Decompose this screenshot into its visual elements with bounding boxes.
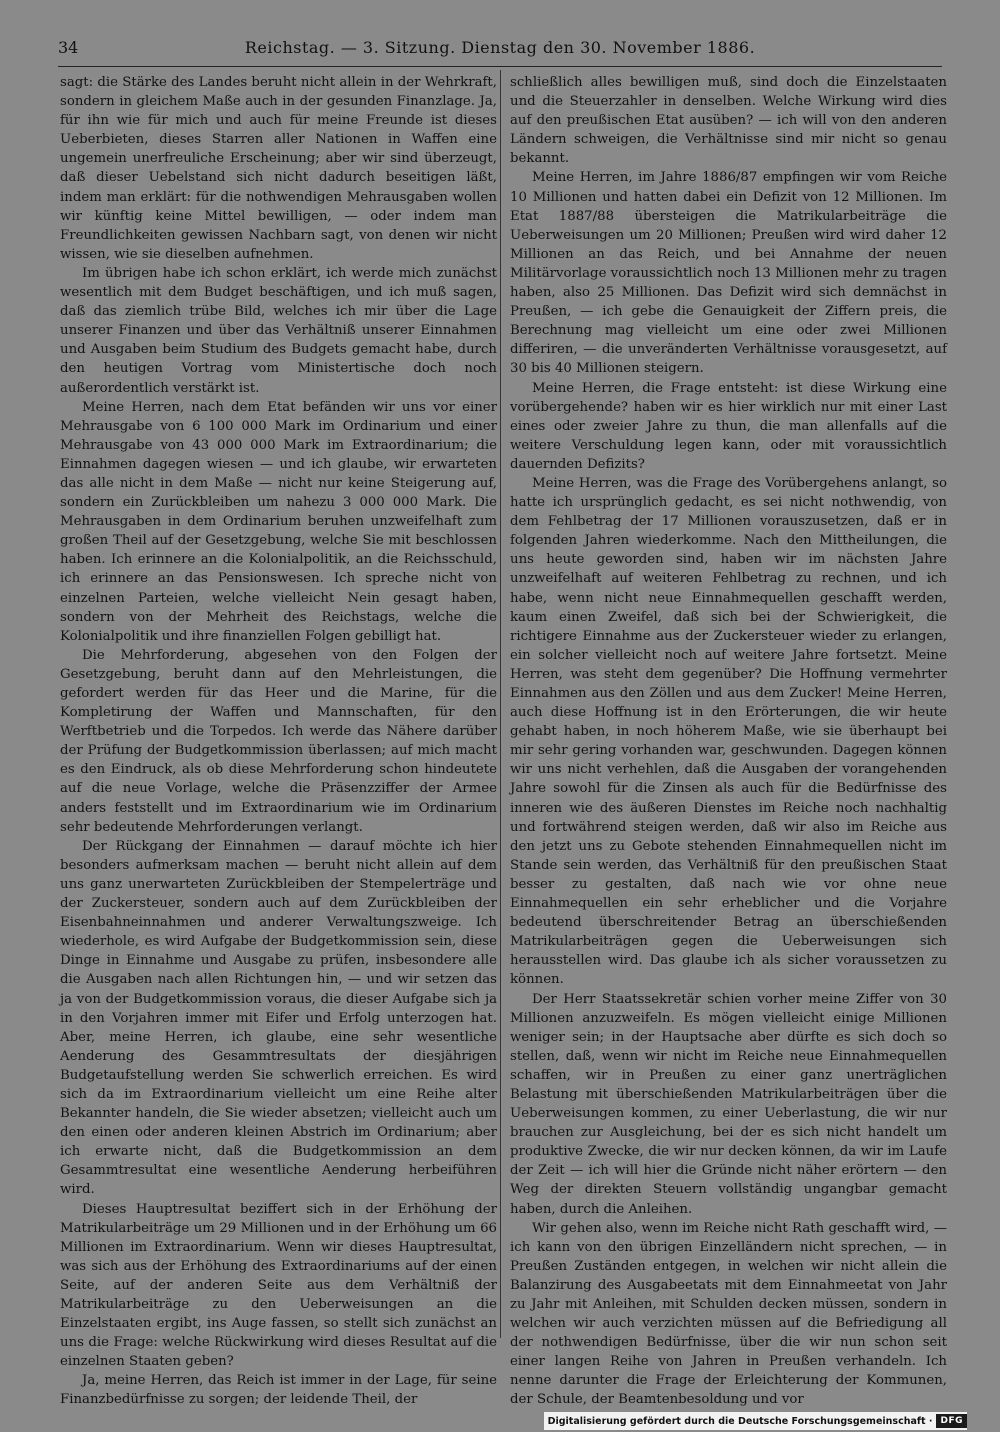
paragraph: Ja, meine Herren, das Reich ist immer in der Lage, für seine Finanzbedürfnisse zu sorgen; der leidende Theil, der [60,1373,497,1408]
dfg-logo-icon: DFG [936,1414,967,1428]
paragraph: sagt: die Stärke des Landes beruht nicht allein in der Wehrkraft, sondern in gleichem Maße auch in der gesunden Finanzlage. Ja, für ihn wie für mich und auch für meine Freunde ist dieses Ueberbieten, dieses Starren aller Nationen in Waffen eine ungemein unerfreuliche Erscheinung; aber wir sind überzeugt, daß dieser Uebelstand sich nicht dadurch beseitigen läßt, indem man erklärt: für die nothwendigen Mehrausgaben wollen wir künftig keine Mittel bewilligen, — oder indem man Freundlichkeiten gewissen Nachbarn sagt, von denen wir nicht wissen, wie sie dieselben aufnehmen. [60,75,497,262]
paragraph: Im übrigen habe ich schon erklärt, ich werde mich zunächst wesentlich mit dem Budget beschäftigen, und ich muß sagen, daß das ziemlich trübe Bild, welches ich mir über die Lage unserer Finanzen und über das Verhältniß unserer Einnahmen und Ausgaben beim Studium des Budgets gemacht habe, durch den heutigen Vortrag vom Ministertische doch noch außerordentlich verstärkt ist. [60,265,497,396]
dfg-funding-footer [544,1412,967,1430]
paragraph: Meine Herren, nach dem Etat befänden wir uns vor einer Mehrausgabe von 6 100 000 Mark im Ordinarium und einer Mehrausgabe von 43 000 000 Mark im Extraordinarium; die Einnahmen dagegen wiesen — und ich glaube, wir erwarteten das alle nicht in dem Maße — nicht nur keine Steigerung auf, sondern ein Zurückbleiben um nahezu 3 000 000 Mark. Die Mehrausgaben in dem Ordinarium beruhen unzweifelhaft zum großen Theil auf der Gesetzgebung, welche Sie mit beschlossen haben. Ich erinnere an die Kolonialpolitik, an die Reichsschuld, ich erinnere an das Pensionswesen. Ich spreche nicht von einzelnen Parteien, welche vielleicht Nein gesagt haben, sondern von der Mehrheit des Reichstags, welche die Kolonialpolitik und ihre finanziellen Folgen gebilligt hat. [60,399,497,644]
right-column [510,73,947,1410]
paragraph: Die Mehrforderung, abgesehen von den Folgen der Gesetzgebung, beruht dann auf den Mehrleistungen, die gefordert werden für das Heer und die Marine, für die Kompletirung der Waffen und Mannschaften, für den Werftbetrieb und die Torpedos. Ich werde das Nähere darüber der Prüfung der Budgetkommission überlassen; auf mich macht es den Eindruck, als ob diese Mehrforderung schon hindeutete auf die neue Vorlage, welche die Präsenzziffer der Armee anders feststellt und im Extraordinarium wie im Ordinarium sehr bedeutende Mehrforderungen verlangt. [60,647,497,835]
paragraph: Wir gehen also, wenn im Reiche nicht Rath geschafft wird, — ich kann von den übrigen Einzelländern nicht sprechen, — in Preußen Zuständen entgegen, in welchen wir nicht allein die Balanzirung des Ausgabeetats mit dem Einnahmeetat von Jahr zu Jahr mit Anleihen, mit Schulden decken müssen, sondern in welchen wir auch verzichten müssen auf die Befriedigung all der nothwendigen Bedürfnisse, über die wir nun schon seit einer langen Reihe von Jahren in Preußen verhandeln. Ich nenne darunter die Frage der Erleichterung der Kommunen, der Schule, der Beamtenbesoldung und vor [510,1220,947,1408]
paragraph: Der Herr Staatssekretär schien vorher meine Ziffer von 30 Millionen anzuzweifeln. Es mögen vielleicht einige Millionen weniger sein; in der Hauptsache aber dürfte es sich doch so stellen, daß, wenn wir nicht im Reiche neue Einnahmequellen schaffen, wir in Preußen zu einer ganz unerträglichen Belastung mit überschießenden Matrikularbeiträgen über die Ueberweisungen kommen, zu einer Ueberlastung, die wir nur brauchen zur Ausgleichung, bei der es sich nicht handelt um produktive Zwecke, die wir nur decken können, da wir im Laufe der Zeit — ich will hier die Gründe nicht näher erörtern — den Weg der direkten Steuern vollständig ungangbar gemacht haben, durch die Anleihen. [510,991,947,1217]
paragraph: schließlich alles bewilligen muß, sind doch die Einzelstaaten und die Steuerzahler in denselben. Welche Wirkung wird dies auf den preußischen Etat ausüben? — ich will von den anderen Ländern schweigen, die Verhältnisse sind mir nicht so genau bekannt. [510,75,947,167]
paragraph: Meine Herren, was die Frage des Vorübergehens anlangt, so hatte ich ursprünglich gedacht, es sei nicht nothwendig, von dem Fehlbetrag der 17 Millionen vorauszusetzen, daß er in folgenden Jahren wiederkomme. Nach den Mittheilungen, die uns heute geworden sind, haben wir im nächsten Jahre unzweifelhaft auf weiteren Fehlbetrag zu rechnen, und ich habe, wenn nicht neue Einnahmequellen geschafft werden, kaum einen Zweifel, daß sich bei der Schwierigkeit, die richtigere Einnahme aus der Zuckersteuer wieder zu erlangen, ein solcher vielleicht noch auf weitere Jahre fortsetzt. Meine Herren, was steht dem gegenüber? Die Hoffnung vermehrter Einnahmen aus den Zöllen und aus dem Zucker! Meine Herren, auch diese Hoffnung ist in den Erörterungen, die wir heute gehabt haben, in noch höherem Maße, wie sie überhaupt bei mir sehr gering vorhanden war, geschwunden. Dagegen können wir uns nicht verhehlen, daß die Ausgaben der vorangehenden Jahre sowohl für die Zinsen als auch für die Bedürfnisse des inneren wie des äußeren Dienstes im Reiche noch nachhaltig und fortwährend steigen werden, daß wir also im Reiche aus den jetzt uns zu Gebote stehenden Einnahmequellen nicht im Stande sein werden, das Verhältniß für den preußischen Staat besser zu gestalten, daß nach wie vor ohne neue Einnahmequellen ein sehr erheblicher und die Vorjahre bedeutend überschreitender Betrag an überschießenden Matrikularbeiträgen gegen die Ueberweisungen sich herausstellen wird. Das glaube ich als sicher voraussetzen zu können. [510,475,947,988]
header-rule [58,66,942,67]
funding-text: Digitalisierung gefördert durch die Deutsche Forschungsgemeinschaft · [547,1415,933,1427]
paragraph: Der Rückgang der Einnahmen — darauf möchte ich hier besonders aufmerksam machen — beruht nicht allein auf dem uns ganz unerwarteten Zurückbleiben der Stempelerträge und der Zuckersteuer, sondern auch auf dem Zurückbleiben der Eisenbahneinnahmen und anderer Verwaltungszweige. Ich wiederhole, es wird Aufgabe der Budgetkommission sein, diese Dinge in Einnahme und Ausgabe zu prüfen, insbesondere alle die Ausgaben nach allen Richtungen hin, — und wir setzen das ja von der Budgetkommission voraus, die dieser Aufgabe sich ja in den Vorjahren immer mit Eifer und Erfolg unterzogen hat. Aber, meine Herren, ich glaube, eine sehr wesentliche Aenderung des Gesammtresultats der diesjährigen Budgetaufstellung werden Sie schwerlich erreichen. Es wird sich da im Extraordinarium vielleicht um eine Reihe alter Bekannter handeln, die Sie wieder absetzen; vielleicht auch um den einen oder anderen kleinen Abstrich im Ordinarium; aber ich erwarte nicht, daß die Budgetkommission an dem Gesammtresultat eine wesentliche Aenderung herbeiführen wird. [60,838,497,1198]
paragraph: Meine Herren, im Jahre 1886/87 empfingen wir vom Reiche 10 Millionen und hatten dabei ein Defizit von 12 Millionen. Im Etat 1887/88 übersteigen die Matrikularbeiträge die Ueberweisungen um 20 Millionen; Preußen wird wird daher 12 Millionen an das Reich, und bei Annahme der neuen Militärvorlage voraussichtlich noch 13 Millionen mehr zu tragen haben, also 25 Millionen. Das Defizit wird sich demnächst in Preußen, — ich gebe die Genauigkeit der Ziffern preis, die Berechnung mag vielleicht um eine oder zwei Millionen differiren, — die unveränderten Verhältnisse vorausgesetzt, auf 30 bis 40 Millionen steigern. [510,170,947,377]
left-column [60,73,497,1410]
running-head: Reichstag. — 3. Sitzung. Dienstag den 30. November 1886. [244,38,756,57]
paragraph: Meine Herren, die Frage entsteht: ist diese Wirkung eine vorübergehende? haben wir es hier wirklich nur mit einer Last eines oder zweier Jahre zu thun, die man allenfalls auf die weitere Verschuldung legen kann, oder mit voraussichtlich dauernden Defizits? [510,380,947,472]
page-header [58,38,942,64]
page-number: 34 [58,38,79,57]
column-divider [500,70,501,1338]
paragraph: Dieses Hauptresultat beziffert sich in der Erhöhung der Matrikularbeiträge um 29 Millionen und in der Erhöhung um 66 Millionen im Extraordinarium. Wenn wir dieses Hauptresultat, was sich aus der Erhöhung des Extraordinariums auf der einen Seite, auf der anderen Seite aus dem Verhältniß der Matrikularbeiträge zu den Ueberweisungen an die Einzelstaaten ergibt, ins Auge fassen, so stellt sich zunächst an uns die Frage: welche Rückwirkung wird dieses Resultat auf die einzelnen Staaten geben? [60,1201,497,1370]
